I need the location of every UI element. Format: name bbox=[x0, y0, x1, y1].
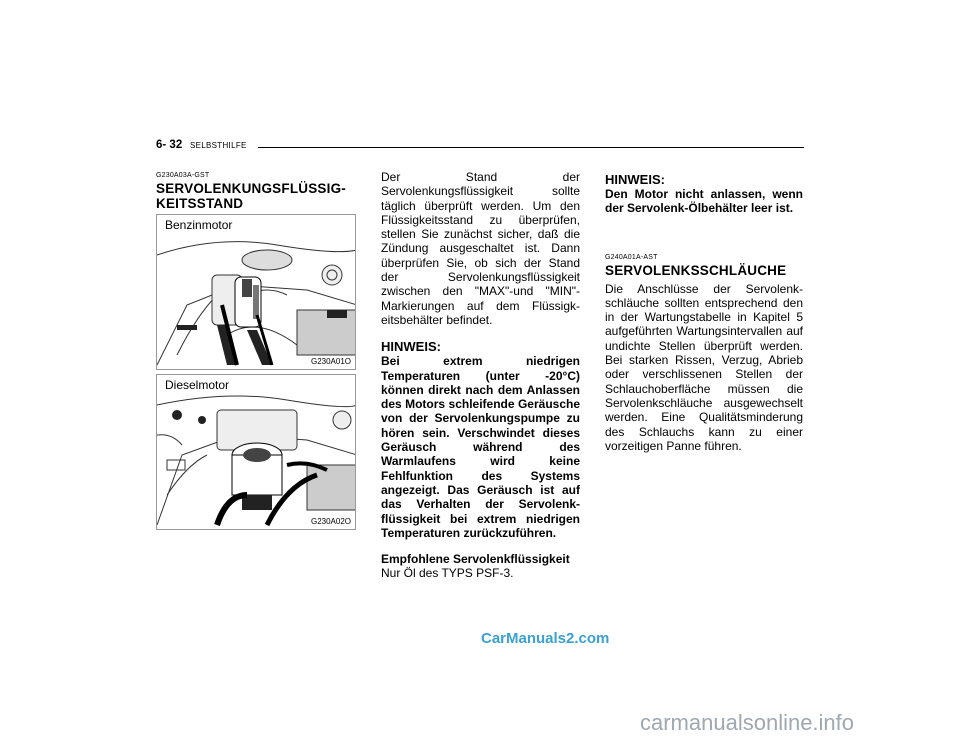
header-divider bbox=[258, 147, 804, 148]
petrol-engine-figure bbox=[156, 214, 356, 370]
diesel-engine-figure bbox=[156, 374, 356, 530]
intro-paragraph: Der Stand der Servolenkungsflüssigkeit sollte täglich überprüft werden. Um den Flüssigkeitsstand zu überprüfen, stellen Sie zunächst sicher, daß die Zündung ausgeschaltet ist. Dann überprüfen Sie, ob sich der Stand der Servolenkungsflüssigkeit zwischen den "MAX"-und "MIN"-Markierungen auf dem Flüssigk-eitsbehälter befindet. bbox=[381, 170, 580, 327]
section-heading: SERVOLENKUNGSFLÜSSIG-KEITSSTAND bbox=[156, 181, 346, 211]
petrol-engine-illustration bbox=[157, 215, 356, 370]
note-title: HINWEIS: bbox=[381, 339, 441, 355]
page-number: 6- 32 bbox=[156, 139, 183, 151]
watermark-carmanualsonline: carmanualsonline.info bbox=[640, 710, 855, 735]
figure-code: G230A01O bbox=[310, 357, 351, 366]
left-column bbox=[156, 172, 356, 526]
right-column bbox=[605, 172, 803, 453]
diesel-engine-illustration bbox=[157, 375, 356, 530]
note-title: HINWEIS: bbox=[605, 172, 665, 187]
section-heading: SERVOLENKSSCHLÄUCHE bbox=[605, 262, 787, 278]
middle-column bbox=[381, 170, 580, 581]
section-code: G240A01A-AST bbox=[605, 253, 658, 261]
note-paragraph: Bei extrem niedrigen Temperaturen (unter -20°C) können direkt nach dem Anlassen des Motors schleifende Geräusche von der Servolenkungspumpe zu hören sein. Verschwindet dieses Geräusch während des Warmlaufens wird keine Fehlfunktion des Systems angezeigt. Das Geräusch ist auf das Verhalten der Servolenk-flüssigkeit bei extrem niedrigen Temperaturen zurückzuführen. bbox=[381, 354, 580, 540]
figure-label: Benzinmotor bbox=[165, 218, 233, 232]
recommended-fluid-text: Nur Öl des TYPS PSF-3. bbox=[381, 566, 514, 581]
figure-code: G230A02O bbox=[310, 517, 351, 526]
section-code: G230A03A-GST bbox=[156, 172, 210, 179]
page-header bbox=[156, 138, 804, 154]
hoses-paragraph: Die Anschlüsse der Servolenk-schläuche sollten entsprechend den in der Wartungstabelle in Kapitel 5 aufgeführten Wartungsintervallen auf undichte Stellen überprüft werden. Bei starken Rissen, Verzug, Abrieb oder verschlissenen Stellen der Schlauchoberfläche müssen die Servolenkschläuche ausgewechselt werden. Eine Qualitätsminderung des Schlauchs kann zu einer vorzeitigen Panne führen. bbox=[605, 281, 803, 453]
figure-label: Dieselmotor bbox=[165, 378, 230, 392]
note-paragraph: Den Motor nicht anlassen, wenn der Servolenk-Ölbehälter leer ist. bbox=[605, 187, 803, 216]
section-title: SELBSTHILFE bbox=[190, 141, 247, 150]
recommended-fluid-title: Empfohlene Servolenkflüssigkeit bbox=[381, 552, 570, 567]
watermark-carmanuals2: CarManuals2.com bbox=[481, 630, 610, 647]
